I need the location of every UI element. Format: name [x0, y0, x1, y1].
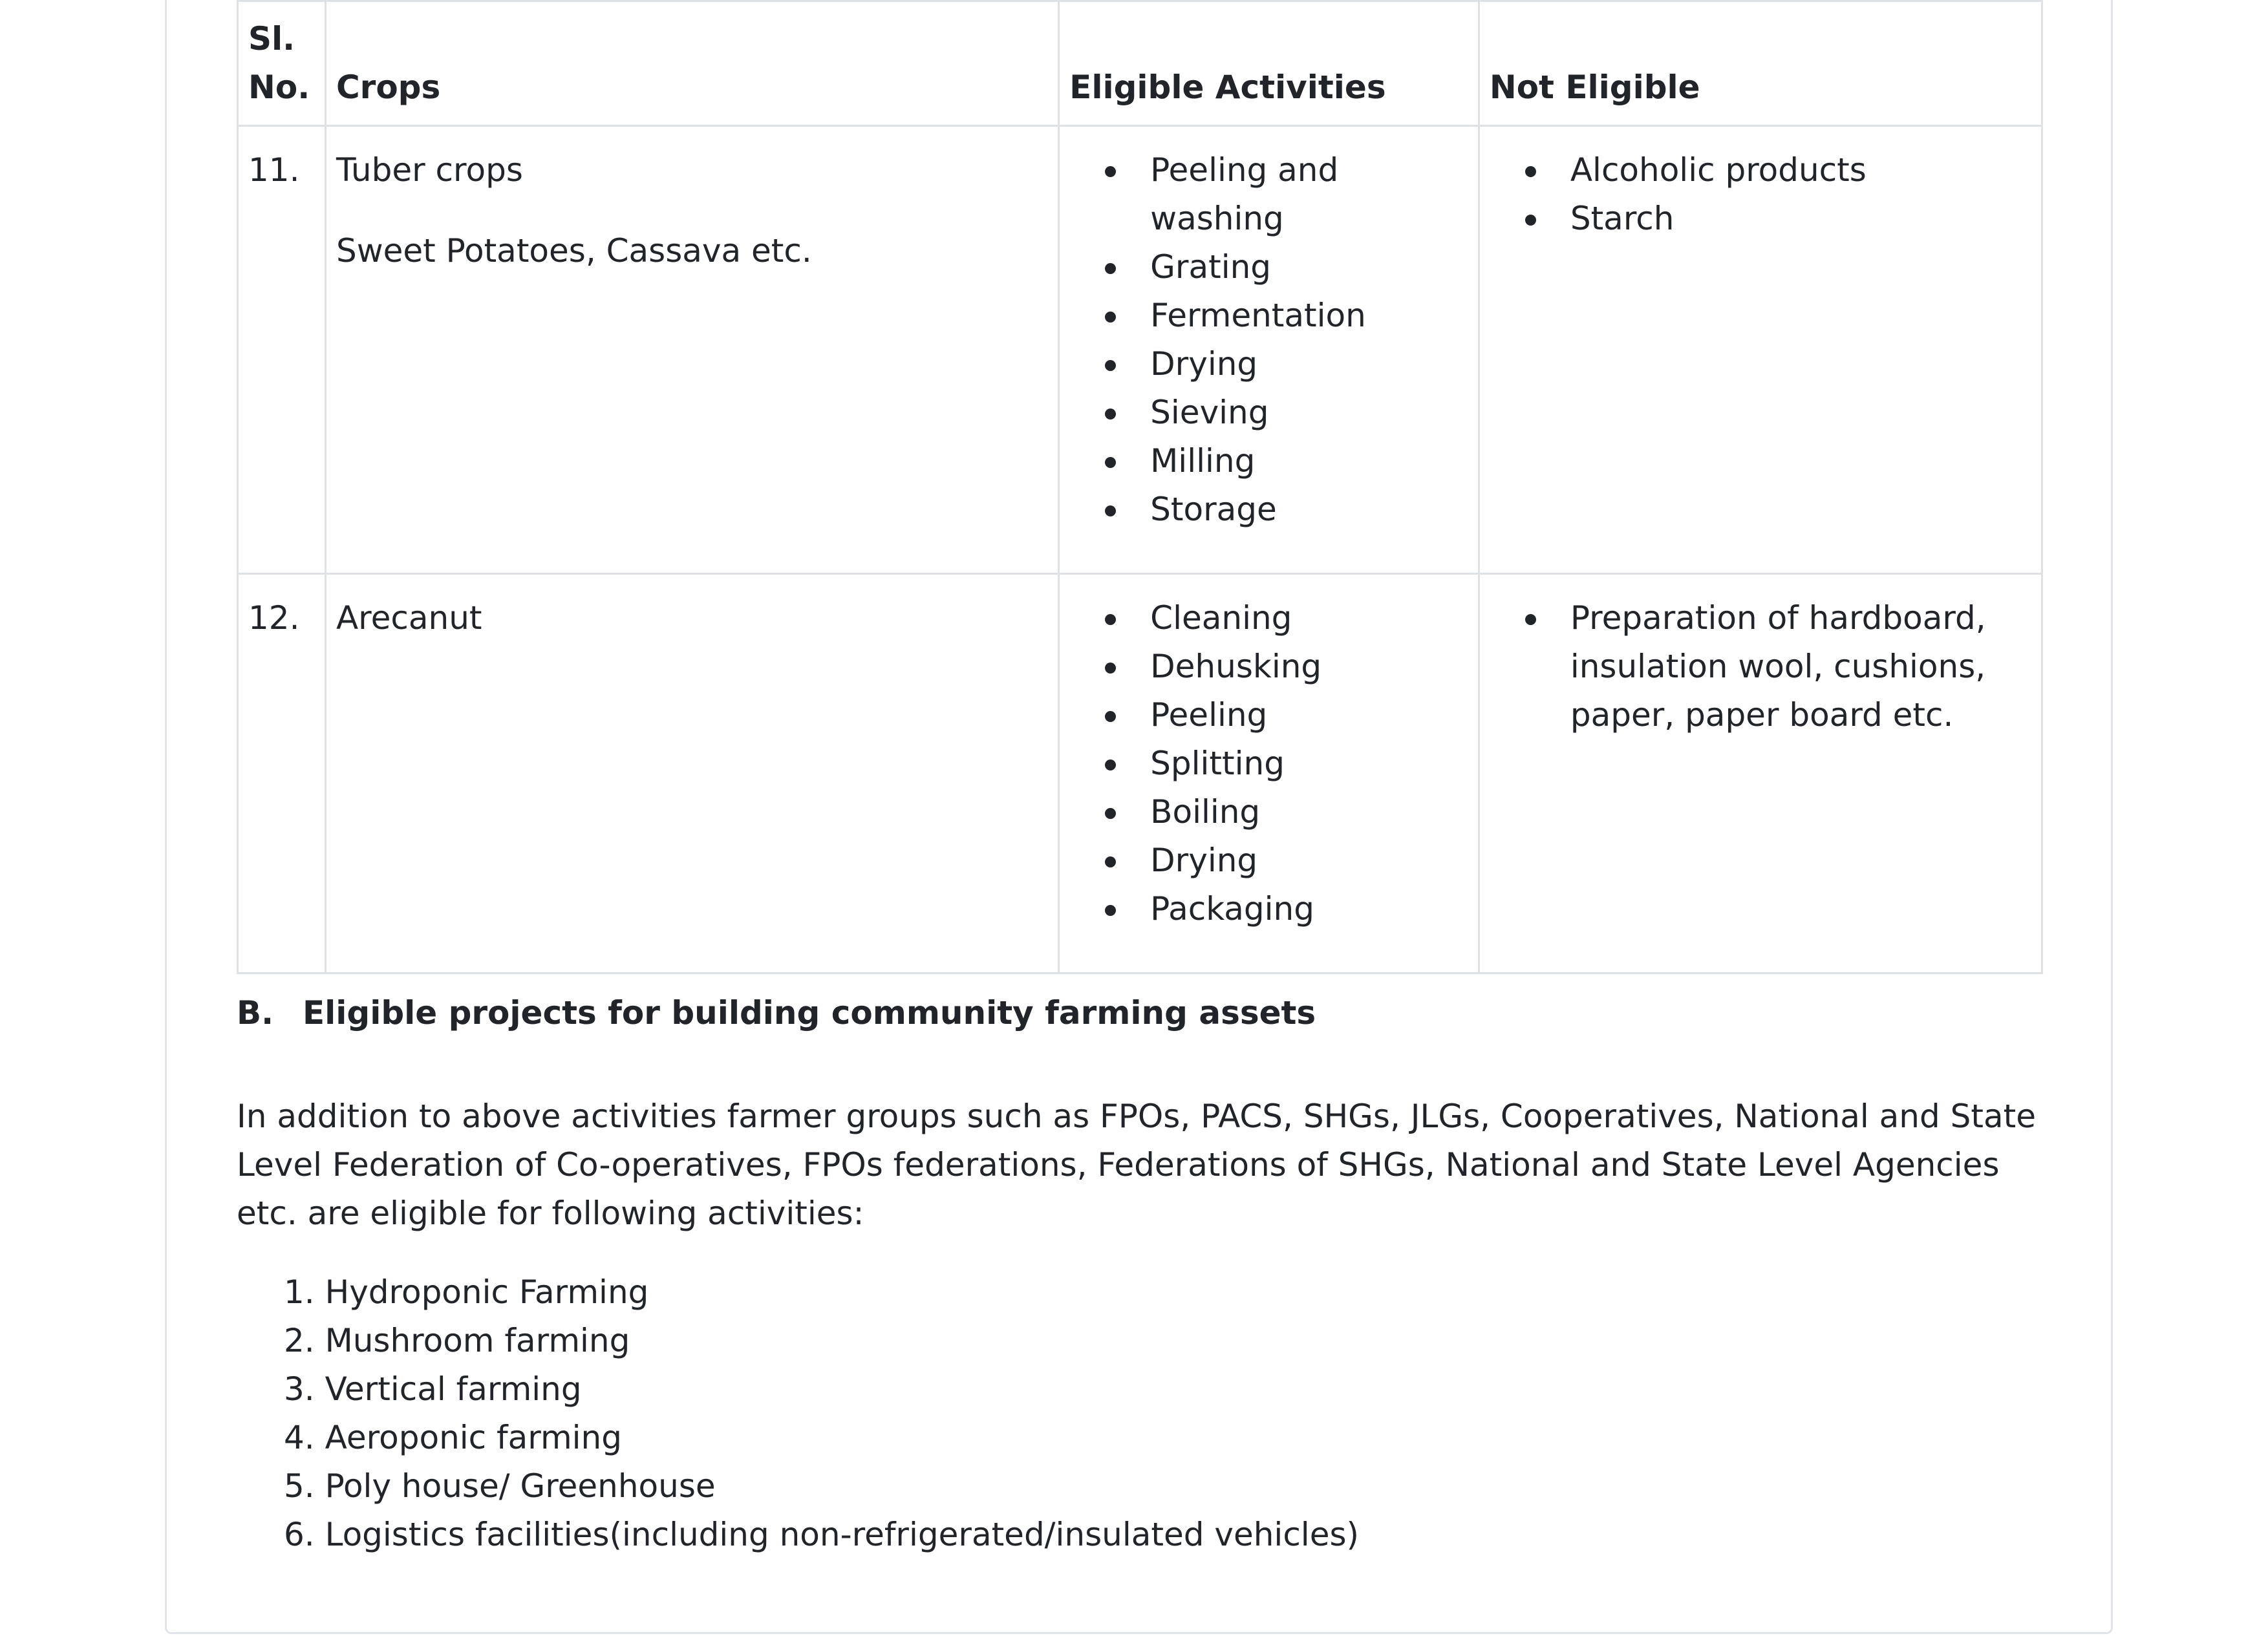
table-header-row — [238, 1, 2042, 126]
list-item: Boiling — [1121, 788, 1468, 836]
list-item: Dehusking — [1121, 643, 1468, 691]
list-item: Starch — [1541, 195, 2031, 243]
list-item: Splitting — [1121, 739, 1468, 788]
row-sl-no: 11. — [238, 126, 326, 574]
list-item: Grating — [1121, 243, 1468, 292]
list-item: 3. Vertical farming — [284, 1370, 582, 1408]
row-crop — [325, 126, 1058, 574]
not-eligible-list — [1541, 594, 2031, 739]
list-item: Preparation of hardboard, insulation wool, cushions, paper, paper board etc. — [1541, 594, 2031, 739]
section-intro-paragraph: In addition to above activities farmer groups such as FPOs, PACS, SHGs, JLGs, Cooperatives, National and State Level Federation of Co-operatives, FPOs federations, Federations of SHGs, National and State Level Agencies etc. are eligible for following activities: — [237, 1098, 2036, 1232]
eligible-activities-list — [1121, 594, 1468, 933]
header-crops: Crops — [325, 1, 1058, 126]
row-not-eligible — [1479, 126, 2042, 574]
section-title: Eligible projects for building community farming assets — [303, 994, 1316, 1032]
table-row — [238, 574, 2042, 973]
list-item: Alcoholic products — [1541, 146, 2031, 195]
crop-name: Arecanut — [336, 599, 482, 637]
eligible-projects-list — [237, 1268, 1359, 1559]
not-eligible-list — [1541, 146, 2031, 243]
row-crop — [325, 574, 1058, 973]
list-item: Fermentation — [1121, 292, 1468, 340]
header-not-eligible: Not Eligible — [1479, 1, 2042, 126]
list-item: 4. Aeroponic farming — [284, 1419, 622, 1456]
crop-examples: Sweet Potatoes, Cassava etc. — [336, 232, 812, 270]
list-item: 6. Logistics facilities(including non-refrigerated/insulated vehicles) — [284, 1516, 1360, 1553]
section-heading — [237, 989, 1316, 1037]
list-item: 5. Poly house/ Greenhouse — [284, 1467, 716, 1505]
list-item: 2. Mushroom farming — [284, 1322, 630, 1359]
list-item: Peeling and washing — [1121, 146, 1468, 243]
row-not-eligible — [1479, 574, 2042, 973]
row-eligible-activities — [1059, 574, 1479, 973]
crop-name: Tuber crops — [336, 151, 523, 189]
list-item: Storage — [1121, 485, 1468, 534]
list-item: Packaging — [1121, 885, 1468, 933]
header-sl-no: Sl. No. — [238, 1, 326, 126]
list-item: Drying — [1121, 340, 1468, 388]
eligible-activities-list — [1121, 146, 1468, 534]
list-item: Cleaning — [1121, 594, 1468, 643]
row-sl-no: 12. — [238, 574, 326, 973]
list-item: Sieving — [1121, 388, 1468, 437]
list-item: Peeling — [1121, 691, 1468, 739]
list-item: 1. Hydroponic Farming — [284, 1273, 649, 1311]
section-letter: B. — [237, 994, 274, 1032]
list-item: Milling — [1121, 437, 1468, 485]
crops-table — [237, 0, 2043, 974]
list-item: Drying — [1121, 836, 1468, 885]
row-eligible-activities — [1059, 126, 1479, 574]
header-eligible-activities: Eligible Activities — [1059, 1, 1479, 126]
table-row — [238, 126, 2042, 574]
